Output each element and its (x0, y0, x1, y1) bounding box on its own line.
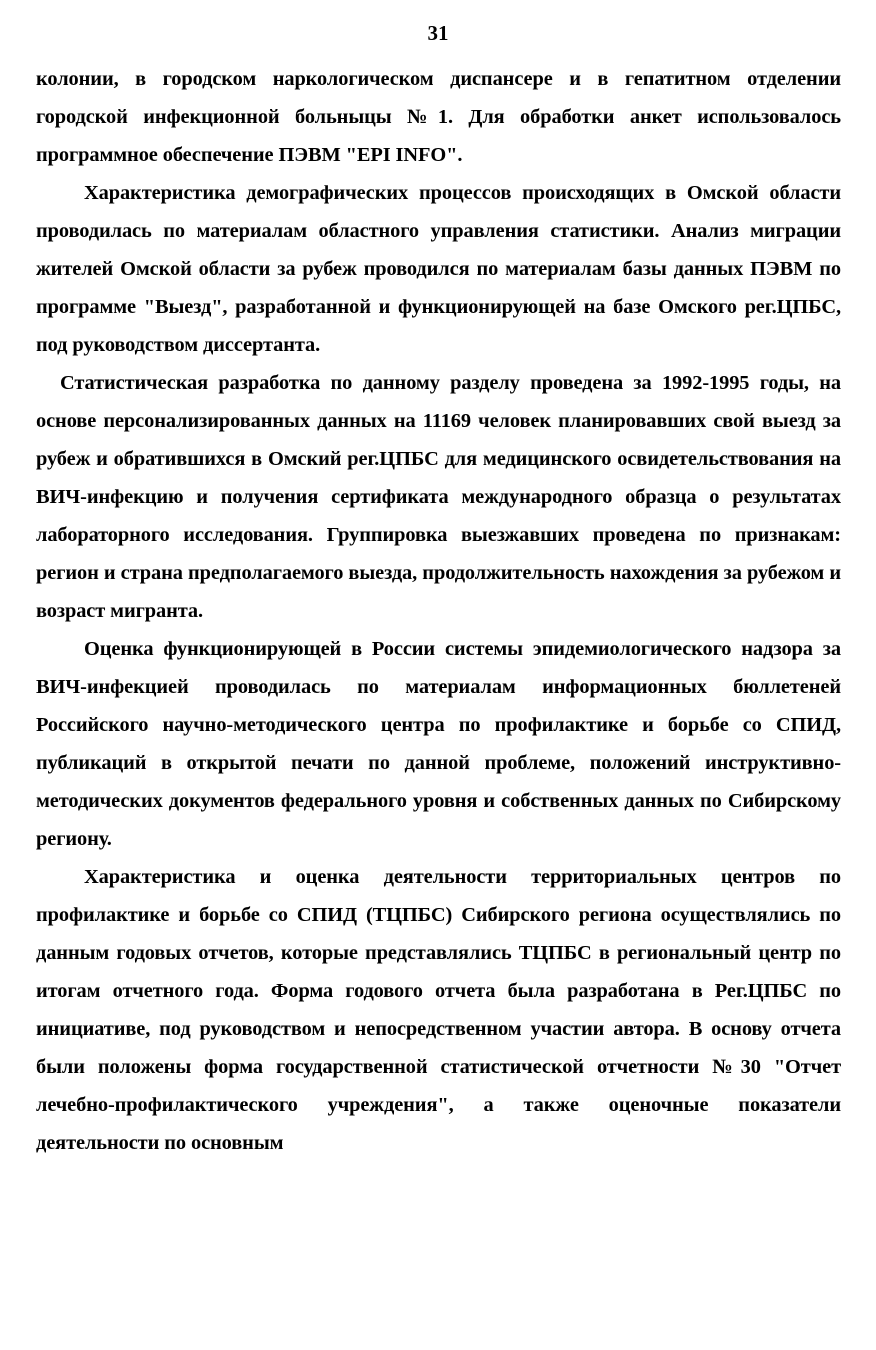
paragraph-surveillance: Оценка функционирующей в России системы эпидемиологического надзора за ВИЧ-инфекцией проводилась по материалам информационных бюллетеней Российского научно-методического центра по профилактике и борьбе со СПИД, публикаций в открытой печати по данной проблеме, положений инструктивно-методических документов федерального уровня и собственных данных по Сибирскому региону. (36, 638, 841, 850)
paragraph-continuation: колонии, в городском наркологическом диспансере и в гепатитном отделении городской инфекционной больныцы №1. Для обработки анкет использовалось программное обеспечение ПЭВМ "EPI INFO". (36, 68, 841, 166)
paragraph-statistics: Статистическая разработка по данному разделу проведена за 1992-1995 годы, на основе персонализированных данных на 11169 человек планировавших свой выезд за рубеж и обратившихся в Омский рег.ЦПБС для медицинского освидетельствования на ВИЧ-инфекцию и получения сертификата международного образца о результатах лабораторного исследования. Группировка выезжавших проведена по признакам: регион и страна предполагаемого выезда, продолжительность нахождения за рубежом и возраст мигранта. (36, 372, 841, 622)
body-text (36, 60, 841, 1162)
paragraph-centers: Характеристика и оценка деятельности территориальных центров по профилактике и борьбе со СПИД (ТЦПБС) Сибирского региона осуществлялись по данным годовых отчетов, которые представлялись ТЦПБС в региональный центр по итогам отчетного года. Форма годового отчета была разработана в Рег.ЦПБС по инициативе, под руководством и непосредственном участии автора. В основу отчета были положены форма государственной статистической отчетности №30 "Отчет лечебно-профилактического учреждения", а также оценочные показатели деятельности по основным (36, 866, 841, 1154)
page-number: 31 (427, 21, 449, 45)
paragraph-demography: Характеристика демографических процессов происходящих в Омской области проводилась по материалам областного управления статистики. Анализ миграции жителей Омской области за рубеж проводился по материалам базы данных ПЭВМ по программе "Выезд", разработанной и функционирующей на базе Омского рег.ЦПБС, под руководством диссертанта. (36, 182, 841, 356)
